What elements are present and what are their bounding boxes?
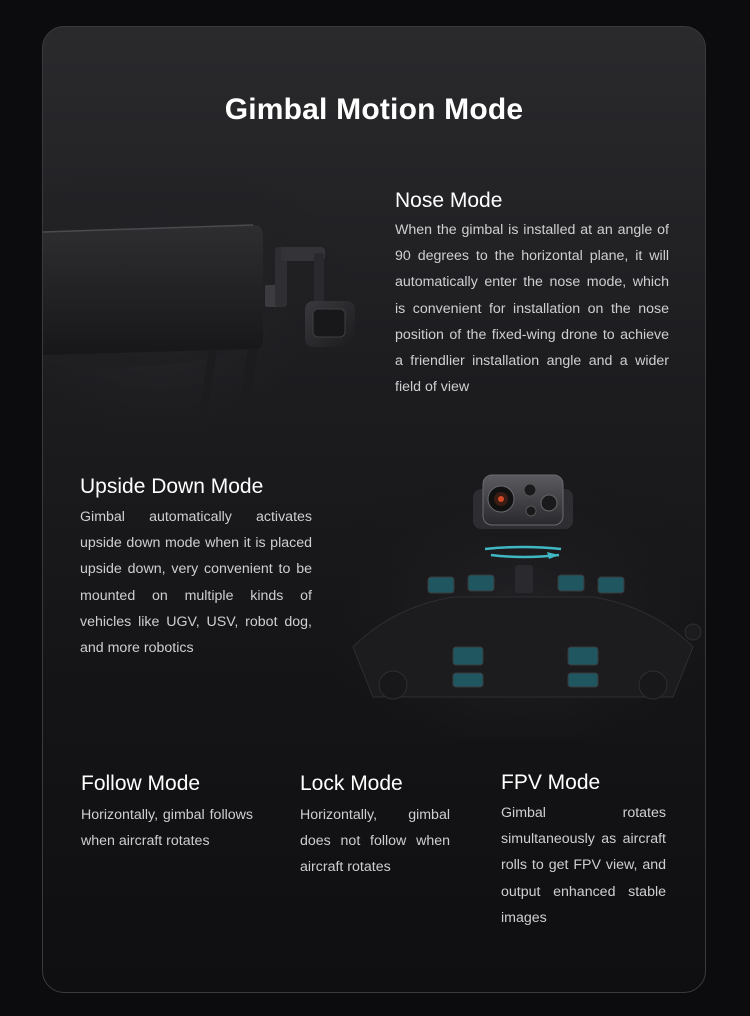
upside-down-mode-description: Gimbal automatically activates upside down mode when it is placed upside down, very convenient to be mounted on multiple kinds of vehicles like UGV, USV, robot dog, and more robotics [80,509,312,657]
fixed-wing-drone-nose-gimbal-image [43,177,373,437]
page-title: Gimbal Motion Mode [224,93,524,126]
lock-mode-description: Horizontally, gimbal does not follow when aircraft rotates [300,807,450,876]
nose-mode-description: When the gimbal is installed at an angle of 90 degrees to the horizontal plane, it will automatically enter the nose mode, which is convenient for installation on the nose position of the fixed-wing drone to achieve a friendlier installation angle and a wider field of view [395,222,669,396]
fpv-mode-description: Gimbal rotates simultaneously as aircraft rolls to get FPV view, and output enhanced stable images [501,805,666,926]
follow-mode-description: Horizontally, gimbal follows when aircraft rotates [81,807,253,850]
lock-mode-title: Lock Mode [300,772,403,795]
follow-mode-title: Follow Mode [81,772,201,795]
gimbal-motion-mode-card [42,26,706,993]
nose-mode-title: Nose Mode [395,189,503,212]
upside-down-gimbal-on-robot-image [333,447,706,737]
fpv-mode-title: FPV Mode [501,771,601,794]
upside-down-mode-title: Upside Down Mode [80,475,264,498]
